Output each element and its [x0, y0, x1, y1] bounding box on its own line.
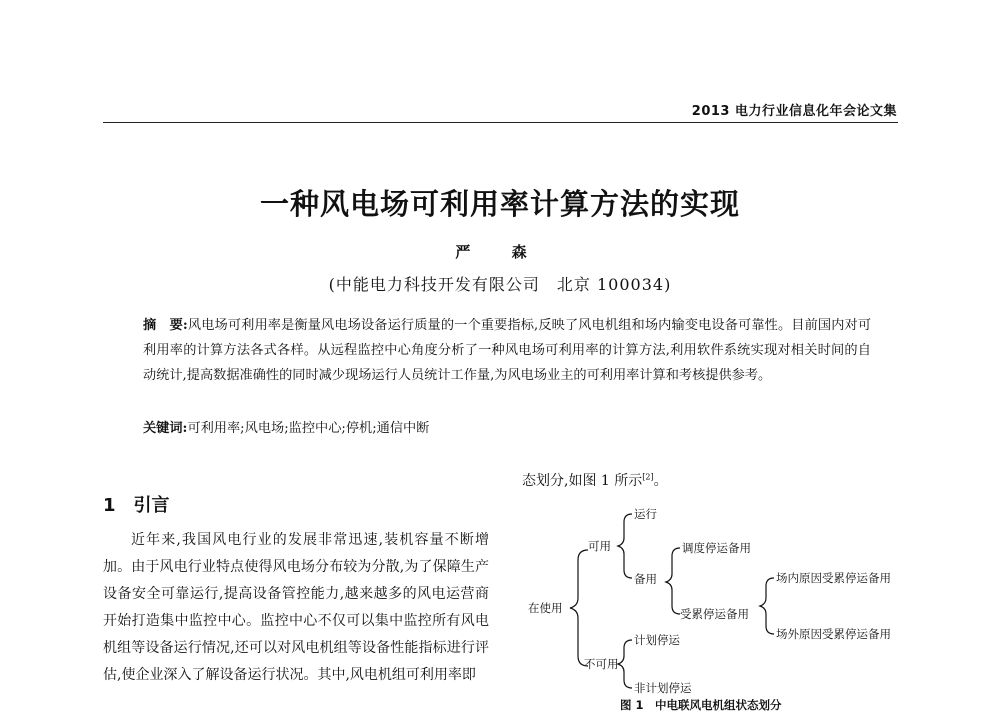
- paper-title: 一种风电场可利用率计算方法的实现: [259, 187, 740, 221]
- node-root: 在使用: [528, 601, 563, 615]
- node-dispatch-standby: 调度停运备用: [682, 541, 751, 555]
- citation-ref: [2]: [642, 472, 654, 482]
- abstract-label: 摘 要:: [143, 318, 188, 333]
- figure-caption: 图 1 中电联风电机组状态划分: [620, 698, 782, 712]
- node-running: 运行: [634, 507, 657, 521]
- abstract-text: 风电场可利用率是衡量风电场设备运行质量的一个重要指标,反映了风电机组和场内输变电设备可靠性。目前国内对可利用率的计算方法各式各样。从远程监控中心角度分析了一种风电场可利用率的计算方法,利用软件系统实现对相关时间的自动统计,提高数据准确性的同时减少现场运行人员统计工作量,为风电场业主的可利用率计算和考核提供参考。: [143, 318, 872, 383]
- node-unavailable: 不可用: [584, 657, 619, 671]
- node-limited-standby: 受累停运备用: [680, 607, 749, 621]
- keywords: [143, 416, 871, 441]
- figure-intro: [522, 470, 668, 490]
- node-unplanned: 非计划停运: [634, 681, 692, 695]
- section-paragraph: 近年来,我国风电行业的发展非常迅速,装机容量不断增加。由于风电行业特点使得风电场分布较为分散,为了保障生产设备安全可靠运行,提高设备管控能力,越来越多的风电运营商开始打造集中监控中心。监控中心不仅可以集中监控所有风电机组等设备运行情况,还可以对风电机组等设备性能指标进行评估,使企业深入了解设备运行状况。其中,风电机组可利用率即: [103, 532, 489, 683]
- keywords-label: 关键词:: [143, 421, 188, 436]
- journal-header: 2013 电力行业信息化年会论文集: [691, 104, 897, 119]
- limited-brace: [760, 578, 774, 634]
- author: 严 森: [455, 243, 545, 261]
- standby-brace: [666, 548, 680, 614]
- section-heading: 1 引言: [103, 495, 170, 516]
- node-standby: 备用: [634, 572, 657, 586]
- node-internal: 场内原因受累停运备用: [776, 571, 891, 585]
- unavailable-brace: [618, 640, 632, 688]
- node-available: 可用: [588, 539, 611, 553]
- header-rule: [103, 122, 898, 123]
- available-brace: [618, 514, 632, 578]
- keywords-text: 可利用率;风电场;监控中心;停机;通信中断: [187, 421, 430, 436]
- abstract: [143, 313, 871, 388]
- affiliation: (中能电力科技开发有限公司 北京 100034): [328, 275, 672, 294]
- root-brace: [570, 550, 588, 666]
- figure-intro-end: 。: [653, 473, 668, 489]
- state-tree-figure: [520, 500, 910, 715]
- figure-intro-text: 态划分,如图 1 所示: [522, 473, 643, 489]
- node-external: 场外原因受累停运备用: [776, 627, 891, 641]
- node-planned: 计划停运: [634, 633, 680, 647]
